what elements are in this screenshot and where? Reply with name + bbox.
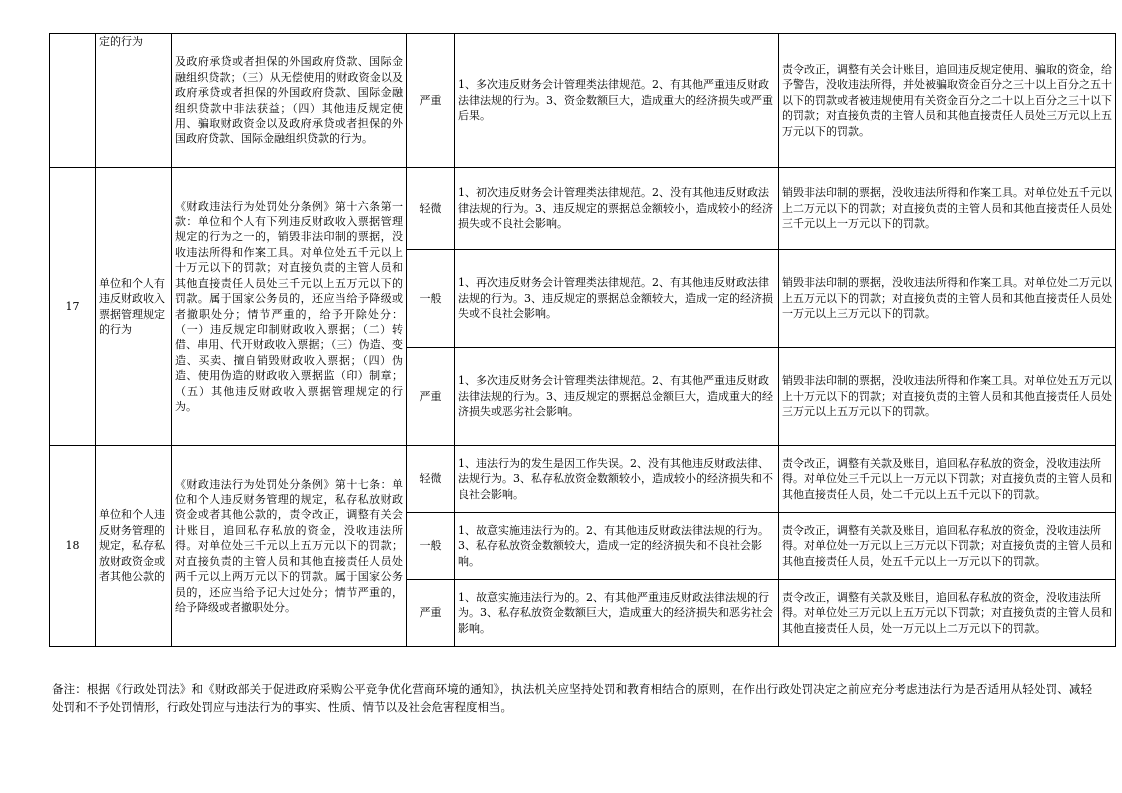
penalty-standard-cell: 销毁非法印制的票据，没收违法所得和作案工具。对单位处二万元以上五万元以下的罚款；对直接负责的主管人员和其他直接责任人员处一万元以上三万元以下的罚款。 bbox=[779, 250, 1116, 348]
penalty-standard-cell: 销毁非法印制的票据，没收违法所得和作案工具。对单位处五千元以上二万元以下的罚款；对直接负责的主管人员和其他直接责任人员处三千元以上一万元以下的罚款。 bbox=[779, 168, 1116, 250]
condition-cell: 1、故意实施违法行为的。2、有其他严重违反财政法律法规的行为。3、私存私放资金数额巨大，造成重大的经济损失和恶劣社会影响。 bbox=[455, 580, 779, 647]
severity-level-cell: 严重 bbox=[407, 348, 455, 446]
penalty-standard-cell: 责令改正，调整有关款及账目，追回私存私放的资金，没收违法所得。对单位处三万元以上五万元以下罚款；对直接负责的主管人员和其他直接责任人员，处一万元以上二万元以下的罚款。 bbox=[779, 580, 1116, 647]
severity-level-cell: 严重 bbox=[407, 34, 455, 168]
row-number-cell: 18 bbox=[50, 446, 96, 647]
legal-basis-cell: 《财政违法行为处罚处分条例》第十七条：单位和个人违反财务管理的规定，私存私放财政资金或者其他公款的，责令改正，调整有关会计账目，追回私存私放的资金，没收违法所得。对单位处三千元以上五万元以下的罚款；对直接负责的主管人员和其他直接责任人员处两千元以上两万元以下的罚款。属于国家公务员的，还应当给予记大过处分；情节严重的，给予降级或者撤职处分。 bbox=[172, 446, 407, 647]
condition-cell: 1、违法行为的发生是因工作失误。2、没有其他违反财政法律、法规行为。3、私存私放资金数额较小，造成较小的经济损失和不良社会影响。 bbox=[455, 446, 779, 513]
severity-level-cell: 轻微 bbox=[407, 446, 455, 513]
legal-basis-cell: 《财政违法行为处罚处分条例》第十六条第一款：单位和个人有下列违反财政收入票据管理规定的行为之一的，销毁非法印制的票据，没收违法所得和作案工具。对单位处五千元以上十万元以下的罚款；对直接负责的主管人员和其他直接责任人员处三千元以上五万元以下的罚款。属于国家公务员的，还应当给予降级或者撤职处分；情节严重的，给予开除处分：（一）违反规定印制财政收入票据；（二）转借、串用、代开财政收入票据；（三）伪造、变造、买卖、擅自销毁财政收入票据；（四）伪造、使用伪造的财政收入票据监（印）制章；（五）其他违反财政收入票据管理规定的行为。 bbox=[172, 168, 407, 446]
condition-cell: 1、再次违反财务会计管理类法律规范。2、有其他违反财政法律法规的行为。3、违反规定的票据总金额较大，造成一定的经济损失或不良社会影响。 bbox=[455, 250, 779, 348]
footnote-remark: 备注：根据《行政处罚法》和《财政部关于促进政府采购公平竞争优化营商环境的通知》，执法机关应坚持处罚和教育相结合的原则，在作出行政处罚决定之前应充分考虑违法行为是否适用从轻处罚、减轻处罚和不予处罚情形，行政处罚应与违法行为的事实、性质、情节以及社会危害程度相当。 bbox=[52, 682, 1092, 714]
penalty-standard-cell: 责令改正，调整有关款及账目，追回私存私放的资金，没收违法所得。对单位处一万元以上三万元以下罚款；对直接负责的主管人员和其他直接责任人员，处五千元以上一万元以下的罚款。 bbox=[779, 513, 1116, 580]
penalty-standard-cell: 责令改正，调整有关款及账目，追回私存私放的资金，没收违法所得。对单位处三千元以上一万元以下罚款；对直接负责的主管人员和其他直接责任人员，处二千元以上五千元以下的罚款。 bbox=[779, 446, 1116, 513]
row-number-cell: 17 bbox=[50, 168, 96, 446]
severity-level-cell: 一般 bbox=[407, 513, 455, 580]
violation-item-cell: 单位和个人违反财务管理的规定，私存私放财政资金或者其他公款的 bbox=[96, 446, 172, 647]
severity-level-cell: 轻微 bbox=[407, 168, 455, 250]
row-number-cell bbox=[50, 34, 96, 168]
violation-item-cell: 定的行为 bbox=[96, 34, 172, 168]
penalty-standards-table bbox=[49, 33, 1116, 647]
table-row bbox=[50, 34, 1116, 168]
penalty-standard-cell: 责令改正，调整有关会计账目，追回违反规定使用、骗取的资金，给予警告，没收违法所得，并处被骗取资金百分之三十以上百分之五十以下的罚款或者被违规使用有关资金百分之二十以上百分之三十以下的罚款；对直接负责的主管人员和其他直接责任人员处三万元以上五万元以下的罚款。 bbox=[779, 34, 1116, 168]
legal-basis-cell: 及政府承贷或者担保的外国政府贷款、国际金融组织贷款；（三）从无偿使用的财政资金以及政府承贷或者担保的外国政府贷款、国际金融组织贷款中非法获益；（四）其他违反规定使用、骗取财政资金以及政府承贷或者担保的外国政府贷款、国际金融组织贷款的行为。 bbox=[172, 34, 407, 168]
penalty-standard-cell: 销毁非法印制的票据，没收违法所得和作案工具。对单位处五万元以上十万元以下的罚款；对直接负责的主管人员和其他直接责任人员处三万元以上五万元以下的罚款。 bbox=[779, 348, 1116, 446]
severity-level-cell: 严重 bbox=[407, 580, 455, 647]
condition-cell: 1、故意实施违法行为的。2、有其他违反财政法律法规的行为。3、私存私放资金数额较大，造成一定的经济损失和不良社会影响。 bbox=[455, 513, 779, 580]
table-row bbox=[50, 168, 1116, 250]
condition-cell: 1、多次违反财务会计管理类法律规范。2、有其他严重违反财政法律法规的行为。3、资金数额巨大，造成重大的经济损失或严重后果。 bbox=[455, 34, 779, 168]
condition-cell: 1、多次违反财务会计管理类法律规范。2、有其他严重违反财政法律法规的行为。3、违反规定的票据总金额巨大，造成重大的经济损失或恶劣社会影响。 bbox=[455, 348, 779, 446]
violation-item-cell: 单位和个人有违反财政收入票据管理规定的行为 bbox=[96, 168, 172, 446]
condition-cell: 1、初次违反财务会计管理类法律规范。2、没有其他违反财政法律法规的行为。3、违反规定的票据总金额较小，造成较小的经济损失或不良社会影响。 bbox=[455, 168, 779, 250]
severity-level-cell: 一般 bbox=[407, 250, 455, 348]
table-row bbox=[50, 446, 1116, 513]
